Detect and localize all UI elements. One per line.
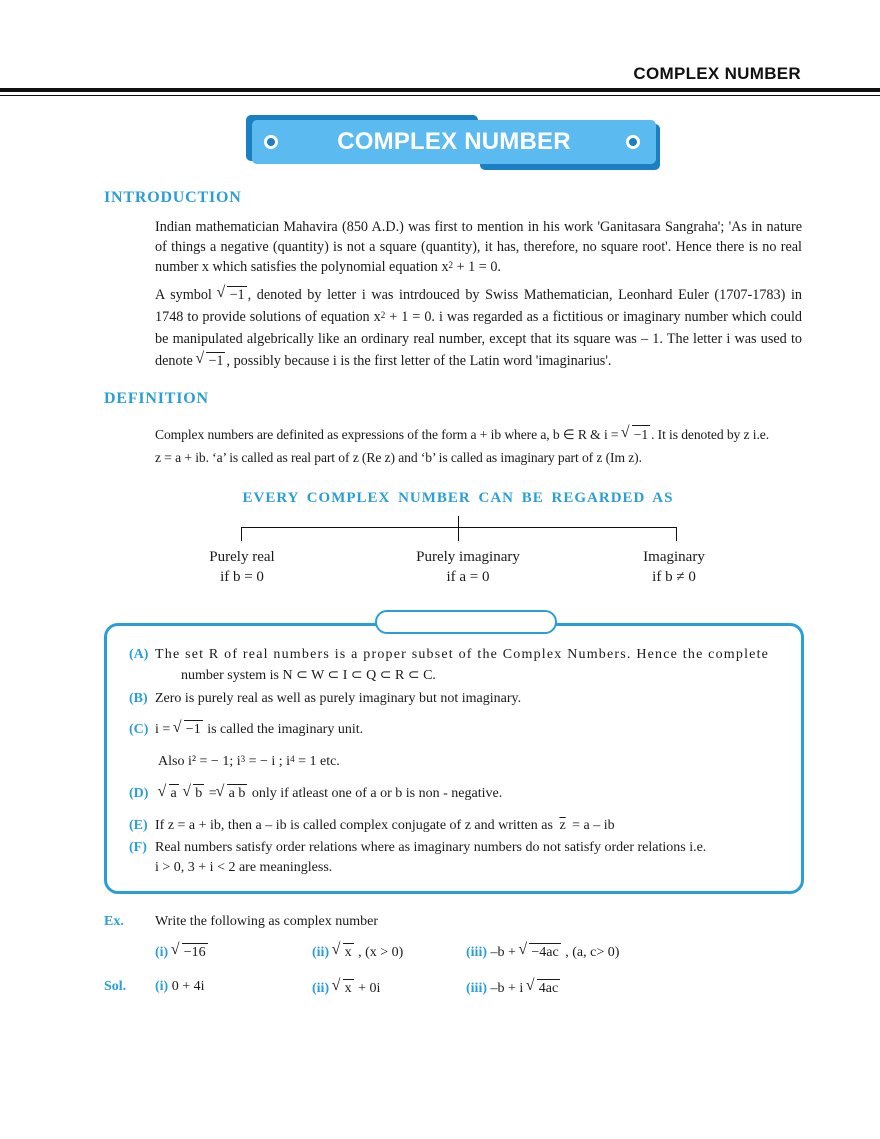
note-d: (D) √ a √ b = √ a b only if atleast one of a or b is non - negative.	[129, 783, 797, 804]
intro-heading: INTRODUCTION	[104, 189, 242, 206]
branch-purely-imaginary: Purely imaginary if a = 0	[416, 549, 520, 585]
solution-3: (iii) –b + i √ 4ac	[466, 979, 561, 997]
header-rule-thick	[0, 88, 880, 92]
tree-drop-left	[241, 527, 242, 541]
tree-bar	[241, 527, 677, 528]
banner-dot-icon	[264, 135, 278, 149]
note-b: (B) Zero is purely real as well as purely imaginary but not imaginary.	[129, 691, 522, 706]
tree-drop-right	[676, 527, 677, 541]
sqrt-4ac: √ 4ac	[528, 979, 560, 997]
sqrt-a: √ a	[160, 783, 179, 804]
z-bar: $\overline{z}$	[559, 818, 566, 833]
question-3: (iii) –b + √ −4ac , (a, c> 0)	[466, 943, 619, 961]
note-e: (E) If z = a + ib, then a – ib is called complex conjugate of z and written as $\overline{z} = a$ – ib	[129, 818, 615, 833]
note-f-cont: i > 0, 3 + i < 2 are meaningless.	[155, 860, 333, 875]
sqrt-b: √ b	[184, 783, 204, 804]
sqrt-minus-16: √ −16	[173, 943, 208, 961]
branch-imaginary: Imaginary if b ≠ 0	[643, 549, 705, 585]
sqrt-minus-one: √ −1	[197, 350, 225, 372]
header-rule-thin	[0, 95, 880, 96]
question-1: (i) √ −16	[155, 943, 209, 961]
solution-label: Sol.	[104, 979, 127, 994]
sqrt-minus-one: √ −1	[218, 284, 246, 306]
example-prompt: Write the following as complex number	[155, 914, 378, 929]
intro-paragraph-2: A symbol √ −1 , denoted by letter i was intrdouced by Swiss Mathematician, Leonhard Euler (1707-1783) in 1748 to provide solutions of equation $x^2 + 1 = 0$. i was regarded as a fictitious or imaginary number which could be manipulated algebrically like an ordinary real number, except that its square was – 1. The letter i was used to denote √ −1 , possibly because i is the first letter of the Latin word 'imaginarius'.	[155, 284, 802, 372]
classification-title: EVERY COMPLEX NUMBER CAN BE REGARDED AS	[242, 490, 674, 506]
tree-drop-middle	[458, 527, 459, 541]
note-c-powers: Also i² = − 1; $i^3$ = − i ; $i^4 = 1$ etc.	[158, 754, 340, 769]
question-2: (ii) √ x , (x > 0)	[312, 943, 403, 961]
sqrt-minus-4ac: √ −4ac	[520, 943, 560, 961]
example-label: Ex.	[104, 914, 124, 929]
definition-text: Complex numbers are definited as expressions of the form a + ib where a, b ∈ R & i = √ −1 . It is denoted by z i.e. z = a + ib. ‘a’ is called as real part of z (Re z) and ‘b’ is called as imaginary part of z (Im z).	[155, 423, 802, 469]
solution-2: (ii) √ x + 0i	[312, 979, 380, 997]
definition-heading: DEFINITION	[104, 390, 209, 407]
sqrt-ab: √ a b	[218, 783, 248, 804]
sqrt-minus-one: √ −1	[623, 423, 650, 446]
running-head: COMPLEX NUMBER	[633, 64, 801, 83]
sqrt-x: √ x	[334, 979, 354, 997]
note-c: (C) i = √ −1 is called the imaginary unit.	[129, 719, 797, 740]
sqrt-x: √ x	[334, 943, 354, 961]
note-f: (F) Real numbers satisfy order relations where as imaginary numbers do not satisfy order relations i.e.	[129, 840, 707, 855]
notes-box-tab	[375, 610, 557, 634]
title-banner	[252, 120, 656, 164]
note-a: (A) The set R of real numbers is a proper subset of the Complex Numbers. Hence the complete	[129, 647, 770, 662]
banner-dot-icon	[626, 135, 640, 149]
sqrt-minus-one: √ −1	[175, 719, 203, 740]
solution-1: (i) 0 + 4i	[155, 979, 205, 994]
branch-purely-real: Purely real if b = 0	[209, 549, 275, 585]
intro-paragraph-1: Indian mathematician Mahavira (850 A.D.) was first to mention in his work 'Ganitasara Sangraha'; 'As in nature of things a negative (quantity) is not a square (quantity), it has, therefore, no square root'. Hence there is no real number x which satisfies the polynomial equation $x^2 + 1 = 0$.	[155, 219, 802, 275]
note-a-cont: number system is N ⊂ W ⊂ I ⊂ Q ⊂ R ⊂ C.	[181, 668, 436, 683]
banner-title: COMPLEX NUMBER	[337, 128, 571, 155]
